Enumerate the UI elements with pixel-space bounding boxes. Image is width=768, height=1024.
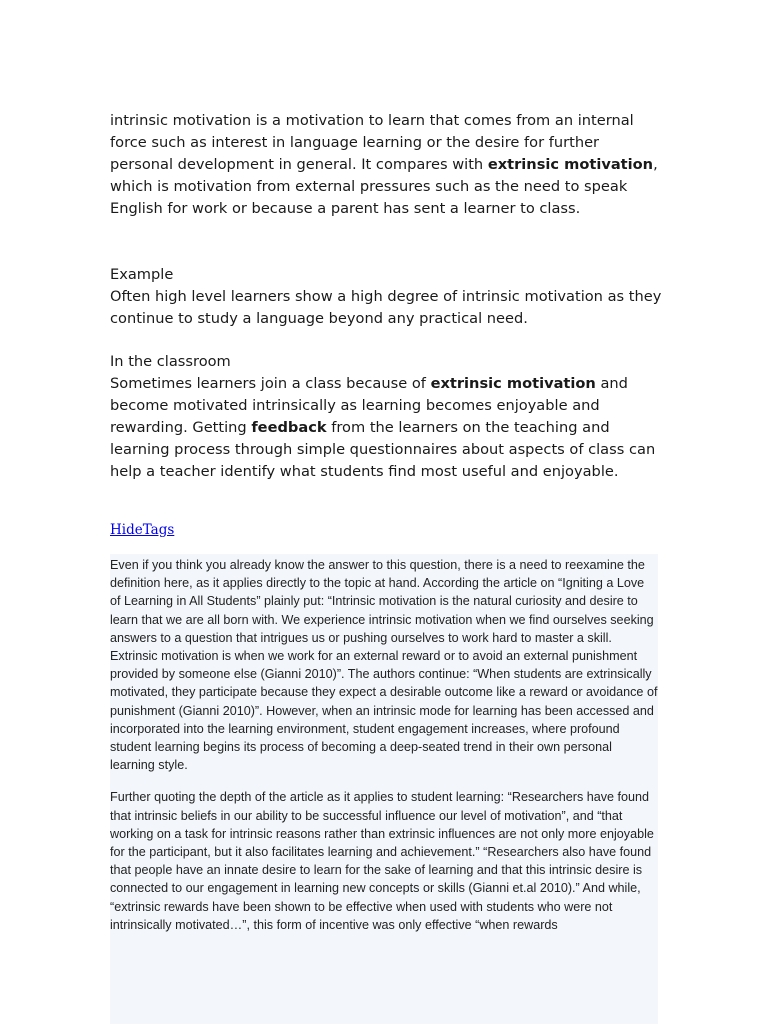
classroom-bold-term-2: feedback xyxy=(251,419,327,436)
article-excerpt xyxy=(110,554,658,1024)
excerpt-paragraph-1: Even if you think you already know the answer to this question, there is a need to reexamine the definition here, as it applies directly to the topic at hand. According the article on “Igniting a Love of Learning in All Students” plainly put: “Intrinsic motivation is the natural curiosity and desire to learn that we are all born with. We experience intrinsic motivation when we find ourselves seeking answers to a question that intrigues us or pushing ourselves to work hard to master a skill. Extrinsic motivation is when we work for an external reward or to avoid an external punishment provided by someone else (Gianni 2010)”. The authors continue: “When students are extrinsically motivated, they participate because they expect a desirable outcome like a reward or avoidance of punishment (Gianni 2010)”. However, when an intrinsic mode for learning has been accessed and incorporated into the learning environment, student engagement increases, where profound student learning begins its process of becoming a deep-seated trend in their own personal learning style. xyxy=(110,558,658,773)
example-text: Often high level learners show a high degree of intrinsic motivation as they continue to study a language beyond any practical need. xyxy=(110,288,662,327)
classroom-text-2: and become motivated intrinsically as learning becomes enjoyable and rewarding. Getting xyxy=(110,375,628,436)
intro-text-2: , which is motivation from external pressures such as the need to speak English for work or because a parent has sent a learner to class. xyxy=(110,156,658,217)
classroom-section xyxy=(110,351,666,483)
classroom-text-3: from the learners on the teaching and learning process through simple questionnaires about aspects of class can help a teacher identify what students find most useful and enjoyable. xyxy=(110,419,656,480)
excerpt-paragraph-2: Further quoting the depth of the article as it applies to student learning: “Researchers have found that intrinsic beliefs in our ability to be successful influence our level of motivation”, and “that working on a task for intrinsic reasons rather than extrinsic influences are not only more enjoyable for the participant, but it also facilitates learning and achievement.” “Researchers also have found that people have an innate desire to learn for the sake of learning and that this intrinsic desire is connected to our engagement in learning new concepts or skills (Gianni et.al 2010).” And while, “extrinsic rewards have been shown to be effective when used with students who were not intrinsically motivated…”, this form of incentive was only effective “when rewards xyxy=(110,790,654,932)
intro-bold-term: extrinsic motivation xyxy=(487,156,654,173)
example-heading: Example xyxy=(110,266,174,283)
intro-paragraph xyxy=(110,110,666,220)
intro-text-1: intrinsic motivation is a motivation to learn that comes from an internal force such as interest in language learning or the desire for further personal development in general. It compares with xyxy=(110,112,634,173)
example-section xyxy=(110,264,666,330)
hide-tags-link[interactable]: HideTags xyxy=(110,522,175,538)
classroom-text-1: Sometimes learners join a class because of xyxy=(110,375,431,392)
classroom-bold-term-1: extrinsic motivation xyxy=(430,375,596,392)
classroom-heading: In the classroom xyxy=(110,353,231,370)
